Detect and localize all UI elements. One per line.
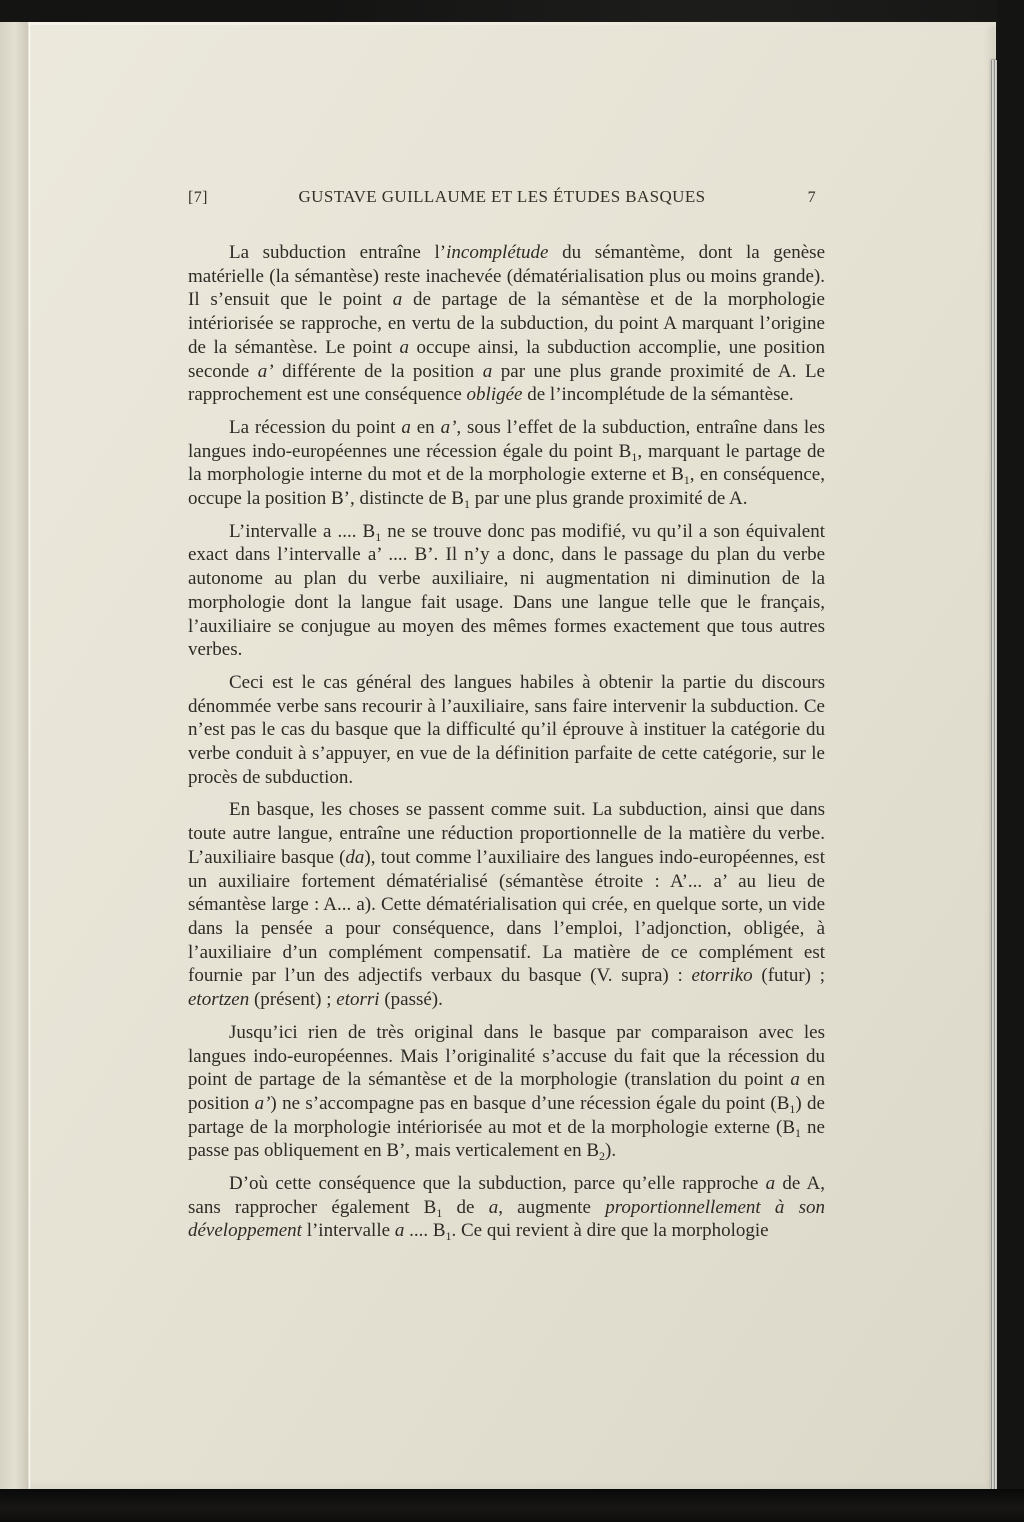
body-text: (futur) ; [752,965,825,987]
paragraph [188,416,825,511]
italic-text: a’ [254,1092,271,1114]
subscript-text: 1 [436,1205,443,1220]
body-text: Jusqu’ici rien de très original dans le basque par comparaison avec les langues indo-européennes. Mais l’originalité s’accuse du fait que la récession du point de partage de la sémantèse et de la morphologie (translation du point [188,1021,825,1091]
body-text: du sémantème, dont la genèse matérielle (la sémantèse) reste inachevée (dématérialisation plus ou moins grande). Il s’ensuit que le point [188,242,826,311]
subscript-text: 1 [445,1229,452,1244]
body-text: ne passe pas obliquement en B’, mais verticalement en B [188,1116,825,1162]
body-text: , sous l’effet de la subduction, entraîne dans les langues indo-européennes une récession égale du point B [188,416,825,462]
body-text: occupe ainsi, la subduction accomplie, une position seconde [188,336,825,382]
background-right [997,0,1024,1522]
body-text: Ceci est le cas général des langues habiles à obtenir la partie du discours dénommée verbe sans recourir à l’auxiliaire, sans faire intervenir la subduction. Ce n’est pas le cas du basque que la difficulté qu’il éprouve à instituer la catégorie du verbe conduit à s’appuyer, en vue de la définition parfaite de cette catégorie, sur le procès de subduction. [188,671,825,788]
body-text: La subduction entraîne l’ [229,242,447,263]
body-text: par une plus grande proximité de A. Le rapprochement est une conséquence [188,360,825,406]
subscript-text: 1 [375,529,382,544]
body-text: ) de partage de la morphologie intériorisée au mot et de la morphologie externe (B [188,1092,825,1138]
body-text: de partage de la sémantèse et de la morphologie intériorisée se rapproche, en vertu de la subduction, du point A marquant l’origine de la sémantèse. Le point [188,289,825,358]
paragraph [188,671,825,790]
body-text: ), tout comme l’auxiliaire des langues indo-européennes, est un auxiliaire fortement dématérialisé (sémantèse étroite : A’... a’ au lieu de sémantèse large : A... a). Cette dématérialisation qui crée, en quelque sorte, un vide dans la pensée a pour conséquence, dans l’emploi, l’adjonction, obligée, à l’auxiliaire d’un complément compensatif. La matière de ce complément est fournie par l’un des adjectifs verbaux du basque (V. supra) : [188,846,825,987]
italic-text: a [401,416,411,438]
spine-margin-strip [0,22,27,1489]
italic-text: proportionnellement à son développement [188,1196,825,1242]
paragraph [188,798,825,1011]
body-text: ne se trouve donc pas modifié, vu qu’il a son équivalent exact dans l’intervalle a’ .... B’. Il n’y a donc, dans le passage du plan du verbe autonome au plan du verbe auxiliaire, ni augmentation ni diminution de la morphologie dont la langue fait usage. Dans une langue telle que le français, l’auxiliaire se conjugue au moyen des mêmes formes exactement que tous autres verbes. [188,520,825,661]
body-text: La récession du point [229,416,402,438]
italic-text: a’ [440,416,457,438]
subscript-text: 2 [599,1149,606,1164]
body-text: de l’incomplétude de la sémantèse. [522,384,794,406]
italic-text: a [488,1196,499,1218]
italic-text: a [482,360,493,382]
body-text: . Ce qui revient à dire que la morphologie [451,1220,769,1242]
body-text-block [188,241,825,1252]
italic-text: obligée [466,384,523,406]
italic-text: da [345,846,365,868]
header-running-title: GUSTAVE GUILLAUME ET LES ÉTUDES BASQUES [298,187,706,206]
subscript-text: 1 [463,497,470,512]
book-page-paper [0,22,996,1489]
body-text: L’intervalle a .... B [229,520,376,542]
body-text: de A, sans rapprocher également B [188,1173,826,1218]
header-folio-bracket: [7] [188,189,208,206]
body-text: par une plus grande proximité de A. [469,488,748,510]
body-text: .... B [404,1220,446,1242]
italic-text: a [790,1069,800,1091]
header-page-number: 7 [807,189,816,206]
italic-text: a [394,1220,405,1242]
subscript-text: 1 [795,1125,802,1140]
italic-text: a [765,1173,776,1195]
body-text: ). [605,1140,617,1162]
body-text: (présent) ; [249,989,337,1011]
paragraph [188,520,825,662]
page-crease-line [27,22,31,1489]
subscript-text: 1 [631,449,638,464]
italic-text: a [399,336,409,358]
book-cover-bottom [0,1489,1024,1522]
paragraph [188,1021,825,1163]
body-text: , en conséquence, occupe la position B’, distincte de B [188,464,825,510]
italic-text: etorriko [691,965,753,987]
body-text: (passé). [379,989,443,1011]
italic-text: etorri [336,989,380,1011]
paper-top-edge-highlight [0,22,996,25]
italic-text: a [392,289,403,311]
body-text: l’intervalle [301,1220,395,1242]
body-text: de [442,1196,489,1218]
italic-text: incomplétude [446,242,549,263]
body-text: différente de la position [273,360,483,382]
body-text: , augmente [498,1196,606,1218]
italic-text: etortzen [188,989,250,1011]
body-text: D’où cette conséquence que la subduction, parce qu’elle rapproche [229,1173,766,1195]
paragraph [188,241,825,407]
body-text: en [410,416,441,438]
body-text: , marquant le partage de la morphologie interne du mot et de la morphologie externe et B [188,440,825,486]
paragraph [188,1172,825,1243]
page-header [188,187,826,207]
page-edge-stack [990,60,997,1489]
italic-text: a’ [257,360,274,382]
body-text: ) ne s’accompagne pas en basque d’une récession égale du point (B [270,1092,790,1114]
subscript-text: 1 [789,1101,796,1116]
subscript-text: 1 [683,473,690,488]
body-text: En basque, les choses se passent comme suit. La subduction, ainsi que dans toute autre langue, entraîne une réduction proportionnelle de la matière du verbe. L’auxiliaire basque ( [188,799,825,868]
body-text: en position [188,1069,825,1114]
